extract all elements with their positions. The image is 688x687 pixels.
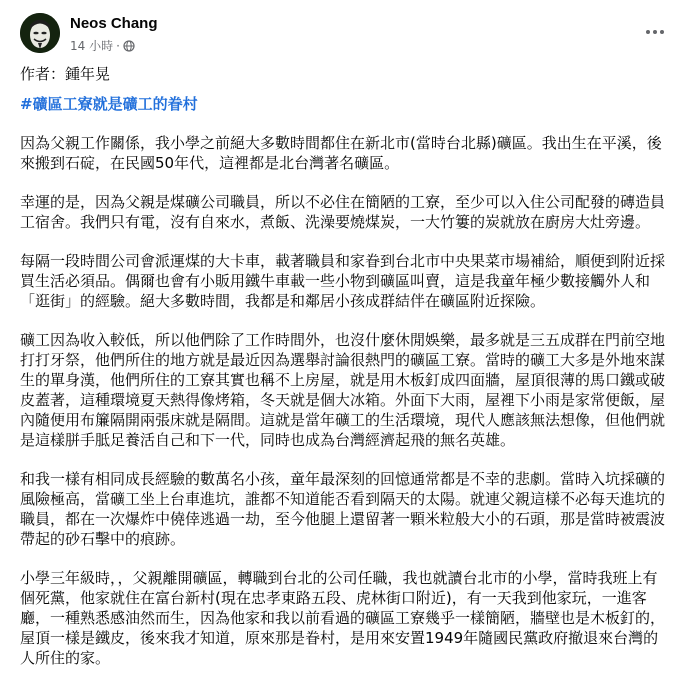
paragraph: 和我一樣有相同成長經驗的數萬名小孩，童年最深刻的回憶通常都是不幸的悲劇。當時入坑採礦的風險極高，當礦工坐上台車進坑，誰都不知道能否看到隔天的太陽。就連父親這樣不必每天進坑的職員，都在一次爆炸中僥倖逃過一劫，至今他腿上還留著一顆米粒般大小的石頭，那是當時被震波帶起的砂石擊中的痕跡。 bbox=[20, 470, 666, 548]
paragraph: 因為父親工作關係，我小學之前絕大多數時間都住在新北市(當時台北縣)礦區。我出生在平溪，後來搬到石碇，在民國50年代，這裡都是北台灣著名礦區。 bbox=[20, 134, 662, 172]
paragraph: 幸運的是，因為父親是煤礦公司職員，所以不必住在簡陋的工寮，至少可以入住公司配發的磚造員工宿舍。我們只有電，沒有自來水，煮飯、洗澡要燒煤炭，一大竹簍的炭就放在廚房大灶旁邊。 bbox=[20, 193, 666, 231]
hashtag-line bbox=[20, 94, 672, 114]
more-dots-icon bbox=[653, 30, 657, 34]
more-dots-icon bbox=[646, 30, 650, 34]
avatar[interactable] bbox=[20, 13, 60, 53]
author-name[interactable]: Neos Chang bbox=[70, 15, 158, 32]
post-time[interactable]: 14 小時 bbox=[70, 39, 114, 53]
byline: 作者：鍾年晃 bbox=[20, 65, 111, 83]
paragraph: 每隔一段時間公司會派運煤的大卡車，載著職員和家眷到台北市中央果菜市場補給，順便到附近採買生活必須品。偶爾也會有小販用鐵牛車載一些小物到礦區叫賣，這是我童年極少數接觸外人和「逛街」的經驗。絕大多數時間，我都是和鄰居小孩成群結伴在礦區附近探險。 bbox=[20, 252, 666, 310]
meta-separator: · bbox=[116, 38, 120, 53]
post-content bbox=[20, 64, 672, 687]
globe-icon[interactable] bbox=[123, 40, 135, 52]
paragraph: 小學三年級時，，父親離開礦區，轉職到台北的公司任職，我也就讀台北市的小學，當時我班上有個死黨，他家就住在富台新村(現在忠孝東路五段、虎林街口附近)，有一天我到他家玩，一進客廳，一種熟悉感油然而生，因為他家和我以前看過的礦區工寮幾乎一樣簡陋，牆壁也是木板釘的，屋頂一樣是鐵皮，後來我才知道，原來那是眷村，是用來安置1949年隨國民黨政府撤退來台灣的人所住的家。 bbox=[20, 569, 666, 667]
post-header bbox=[20, 13, 670, 53]
post-meta bbox=[70, 37, 135, 54]
mask-avatar-icon bbox=[20, 13, 60, 53]
hashtag-link[interactable]: #礦區工寮就是礦工的眷村 bbox=[20, 95, 198, 113]
more-options-button[interactable] bbox=[640, 17, 670, 47]
paragraph: 礦工因為收入較低，所以他們除了工作時間外，也沒什麼休閒娛樂，最多就是三五成群在門前空地打打牙祭，他們所住的地方就是最近因為選舉討論很熱門的礦區工寮。當時的礦工大多是外地來謀生的單身漢，他們所住的工寮其實也稱不上房屋，就是用木板釘成四面牆，屋頂很薄的馬口鐵或破皮蓋著，這種環境夏天熱得像烤箱，冬天就是個大冰箱。外面下大雨，屋裡下小雨是家常便飯，屋內隨便用布簾隔開兩張床就是隔間。這就是當年礦工的生活環境，現代人應該無法想像，但他們就是這樣胼手胝足養活自己和下一代，同時也成為台灣經濟起飛的無名英雄。 bbox=[20, 331, 666, 449]
more-dots-icon bbox=[660, 30, 664, 34]
